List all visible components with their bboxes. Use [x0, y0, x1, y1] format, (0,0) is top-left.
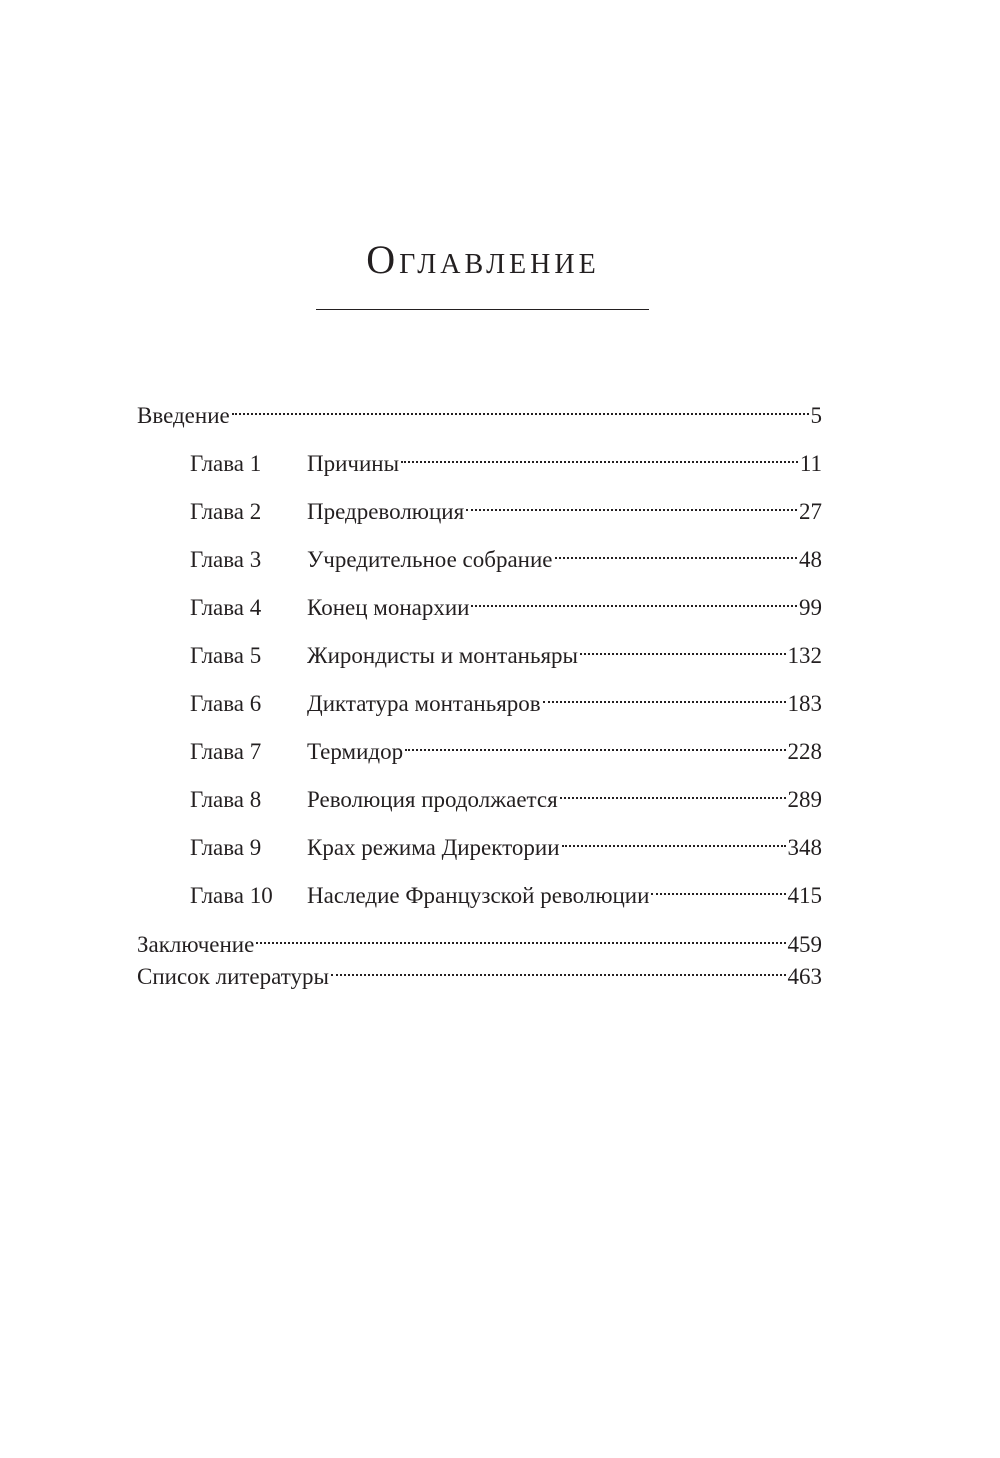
- chapter-label: Глава 5: [190, 643, 262, 668]
- title-divider: [316, 309, 649, 310]
- page-number: 132: [787, 643, 822, 668]
- toc-entry-chapter-1[interactable]: [190, 441, 822, 476]
- chapter-label: Глава 10: [190, 883, 273, 908]
- toc-entry-chapter-9[interactable]: [190, 825, 822, 860]
- entry-title: Введение: [137, 403, 230, 428]
- dot-leader: [331, 954, 786, 984]
- chapter-label: Глава 7: [190, 739, 262, 764]
- page-number: 348: [787, 835, 822, 860]
- chapter-label: Глава 1: [190, 451, 262, 476]
- dot-leader: [232, 393, 809, 423]
- toc-entry-chapter-10[interactable]: [190, 873, 822, 908]
- chapter-label: Глава 9: [190, 835, 262, 860]
- toc-entry-bibliography[interactable]: [137, 954, 822, 989]
- dot-leader: [405, 729, 785, 759]
- dot-leader: [471, 585, 797, 615]
- toc-entry-chapter-3[interactable]: [190, 537, 822, 572]
- toc-entry-chapter-2[interactable]: [190, 489, 822, 524]
- page-number: 289: [787, 787, 822, 812]
- toc-entry-conclusion[interactable]: [137, 922, 822, 957]
- toc-entry-chapter-6[interactable]: [190, 681, 822, 716]
- chapter-title: Крах режима Директории: [307, 835, 560, 860]
- dot-leader: [651, 873, 785, 903]
- dot-leader: [256, 922, 785, 952]
- chapter-title: Жирондисты и монтаньяры: [307, 643, 578, 668]
- chapter-title: Причины: [307, 451, 400, 476]
- page-number: 48: [799, 547, 822, 572]
- chapter-label: Глава 6: [190, 691, 262, 716]
- dot-leader: [466, 489, 797, 519]
- page-number: 459: [787, 932, 822, 957]
- dot-leader: [560, 777, 786, 807]
- chapter-title: Учредительное собрание: [307, 547, 553, 572]
- chapter-title: Термидор: [307, 739, 404, 764]
- page-number: 463: [787, 964, 822, 989]
- page-title: Оглавление: [366, 237, 600, 282]
- dot-leader: [562, 825, 786, 855]
- toc-entry-chapter-8[interactable]: [190, 777, 822, 812]
- chapter-label: Глава 2: [190, 499, 262, 524]
- page-number: 11: [799, 451, 822, 476]
- entry-title: Заключение: [137, 932, 255, 957]
- chapter-title: Наследие Французской революции: [307, 883, 650, 908]
- chapter-label: Глава 8: [190, 787, 262, 812]
- chapter-label: Глава 4: [190, 595, 262, 620]
- chapter-title: Революция продолжается: [307, 787, 558, 812]
- dot-leader: [543, 681, 786, 711]
- toc-entry-intro[interactable]: [137, 393, 822, 428]
- dot-leader: [580, 633, 786, 663]
- page-number: 415: [787, 883, 822, 908]
- page-number: 228: [787, 739, 822, 764]
- page-number: 5: [810, 403, 822, 428]
- dot-leader: [555, 537, 798, 567]
- toc-entry-chapter-5[interactable]: [190, 633, 822, 668]
- page-number: 27: [799, 499, 822, 524]
- page-number: 183: [787, 691, 822, 716]
- dot-leader: [401, 441, 798, 471]
- toc-entry-chapter-7[interactable]: [190, 729, 822, 764]
- chapter-label: Глава 3: [190, 547, 262, 572]
- chapter-title: Конец монархии: [307, 595, 470, 620]
- chapter-title: Предреволюция: [307, 499, 465, 524]
- toc-entry-chapter-4[interactable]: [190, 585, 822, 620]
- page-number: 99: [799, 595, 822, 620]
- chapter-title: Диктатура монтаньяров: [307, 691, 541, 716]
- entry-title: Список литературы: [137, 964, 329, 989]
